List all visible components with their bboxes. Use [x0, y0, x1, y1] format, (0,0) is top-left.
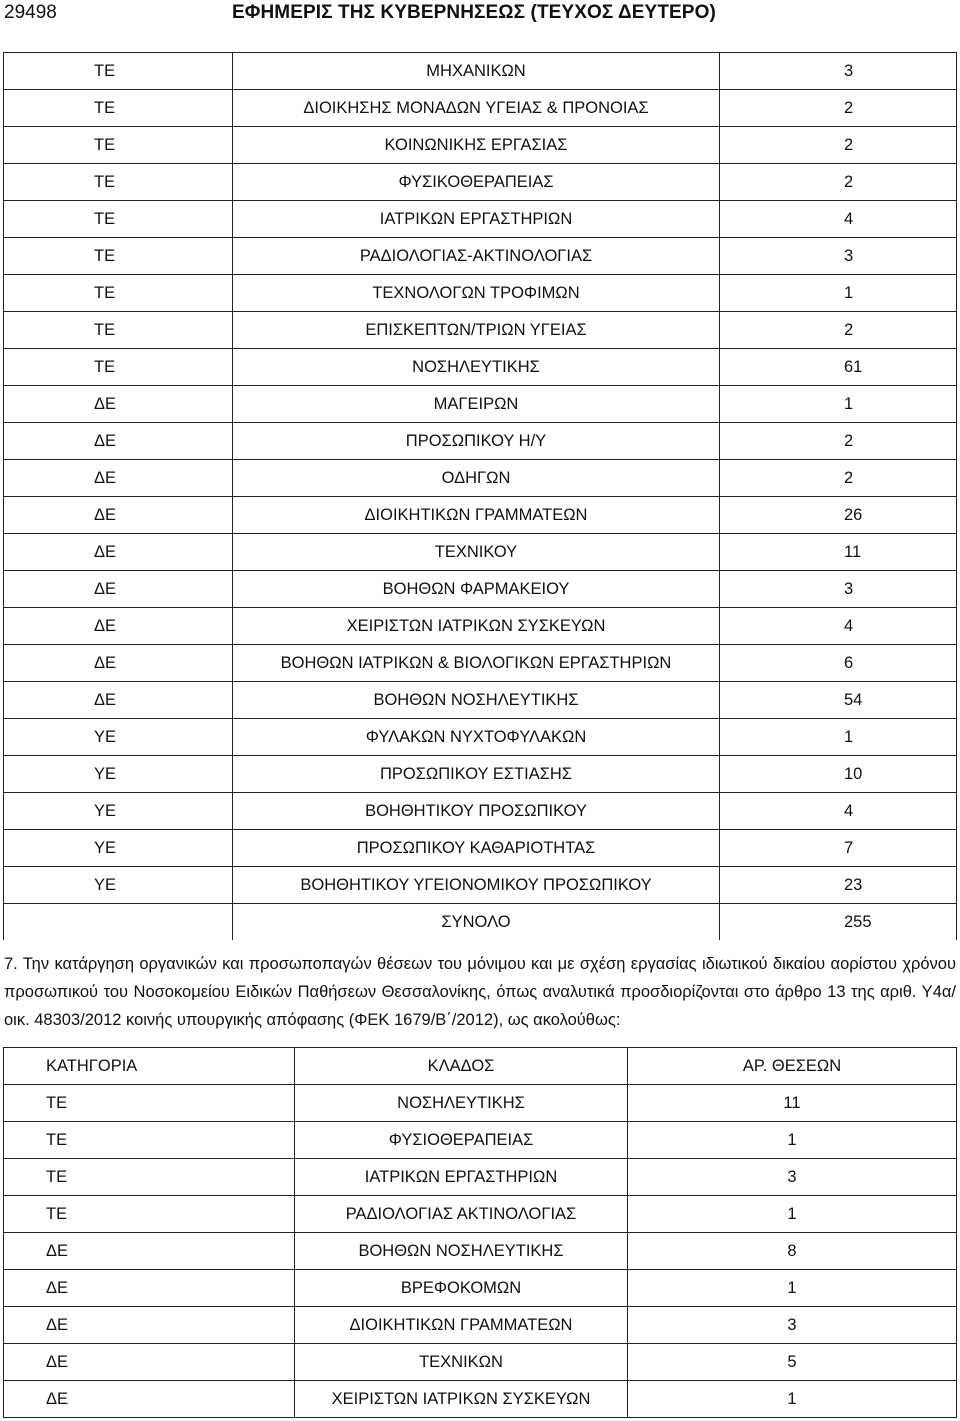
cell-category: ΤΕ [4, 127, 233, 164]
table-row [4, 1233, 957, 1270]
cell-branch: ΚΟΙΝΩΝΙΚΗΣ ΕΡΓΑΣΙΑΣ [233, 127, 720, 164]
cell-branch: ΟΔΗΓΩΝ [233, 460, 720, 497]
cell-category: ΔΕ [4, 1233, 295, 1270]
cell-category: ΔΕ [4, 1381, 295, 1418]
cell-positions: 5 [628, 1344, 957, 1381]
cell-positions: 3 [720, 53, 957, 90]
table-row [4, 1307, 957, 1344]
table-row [4, 127, 957, 164]
table-row [4, 1085, 957, 1122]
table-row [4, 1270, 957, 1307]
cell-positions: 54 [720, 682, 957, 719]
cell-positions: 4 [720, 201, 957, 238]
header-category: ΚΑΤΗΓΟΡΙΑ [4, 1048, 295, 1085]
table-row [4, 1122, 957, 1159]
cell-positions: 2 [720, 312, 957, 349]
cell-branch: ΦΥΣΙΟΘΕΡΑΠΕΙΑΣ [295, 1122, 628, 1159]
page-number: 29498 [4, 2, 57, 23]
cell-positions: 3 [720, 571, 957, 608]
page-header [0, 0, 960, 28]
positions-table-body [4, 53, 957, 941]
cell-branch: ΤΕΧΝΟΛΟΓΩΝ ΤΡΟΦΙΜΩΝ [233, 275, 720, 312]
cell-positions: 11 [628, 1085, 957, 1122]
cell-category: ΔΕ [4, 571, 233, 608]
cell-category: ΤΕ [4, 53, 233, 90]
table-row [4, 756, 957, 793]
total-row [4, 904, 957, 941]
cell-branch: ΒΟΗΘΩΝ ΙΑΤΡΙΚΩΝ & ΒΙΟΛΟΓΙΚΩΝ ΕΡΓΑΣΤΗΡΙΩΝ [233, 645, 720, 682]
table-row [4, 571, 957, 608]
cell-category: ΔΕ [4, 534, 233, 571]
cell-positions: 1 [628, 1381, 957, 1418]
cell-positions: 2 [720, 423, 957, 460]
table-row [4, 497, 957, 534]
gazette-title: ΕΦΗΜΕΡΙΣ ΤΗΣ ΚΥΒΕΡΝΗΣΕΩΣ (ΤΕΥΧΟΣ ΔΕΥΤΕΡΟ) [232, 2, 716, 23]
table-row [4, 534, 957, 571]
cell-category: ΔΕ [4, 645, 233, 682]
table-row [4, 1159, 957, 1196]
cell-branch: ΒΟΗΘΩΝ ΝΟΣΗΛΕΥΤΙΚΗΣ [295, 1233, 628, 1270]
cell-branch: ΧΕΙΡΙΣΤΩΝ ΙΑΤΡΙΚΩΝ ΣΥΣΚΕΥΩΝ [233, 608, 720, 645]
cell-category: ΔΕ [4, 682, 233, 719]
abolished-positions-table-body [4, 1085, 957, 1418]
cell-positions: 10 [720, 756, 957, 793]
cell-category: ΔΕ [4, 1270, 295, 1307]
cell-branch: ΡΑΔΙΟΛΟΓΙΑΣ-ΑΚΤΙΝΟΛΟΓΙΑΣ [233, 238, 720, 275]
cell-category: ΤΕ [4, 164, 233, 201]
table-row [4, 645, 957, 682]
cell-positions: 3 [628, 1159, 957, 1196]
cell-positions: 4 [720, 793, 957, 830]
table-row [4, 830, 957, 867]
cell-category: ΤΕ [4, 238, 233, 275]
cell-branch: ΒΟΗΘΗΤΙΚΟΥ ΠΡΟΣΩΠΙΚΟΥ [233, 793, 720, 830]
cell-positions: 1 [628, 1270, 957, 1307]
cell-positions: 1 [720, 719, 957, 756]
cell-positions: 7 [720, 830, 957, 867]
cell-branch: ΠΡΟΣΩΠΙΚΟΥ ΚΑΘΑΡΙΟΤΗΤΑΣ [233, 830, 720, 867]
table-row [4, 793, 957, 830]
cell-branch: ΦΥΛΑΚΩΝ ΝΥΧΤΟΦΥΛΑΚΩΝ [233, 719, 720, 756]
cell-positions: 1 [628, 1122, 957, 1159]
cell-positions: 2 [720, 460, 957, 497]
cell-positions: 3 [720, 238, 957, 275]
cell-category: ΔΕ [4, 497, 233, 534]
total-label: ΣΥΝΟΛΟ [233, 904, 720, 941]
cell-category: ΤΕ [4, 1159, 295, 1196]
cell-positions: 26 [720, 497, 957, 534]
cell-branch: ΕΠΙΣΚΕΠΤΩΝ/ΤΡΙΩΝ ΥΓΕΙΑΣ [233, 312, 720, 349]
cell-category: ΥΕ [4, 867, 233, 904]
cell-branch: ΦΥΣΙΚΟΘΕΡΑΠΕΙΑΣ [233, 164, 720, 201]
total-value: 255 [720, 904, 957, 941]
article-paragraph: 7. Την κατάργηση οργανικών και προσωποπαγών θέσεων του μόνιμου και με σχέση εργασίας ιδιωτικού δικαίου αορίστου χρόνου προσωπικού του Νοσοκομείου Ειδικών Παθήσεων Θεσσαλονίκης, όπως αναλυτικά προσδιορίζονται στο άρθρο 13 της αριθ. Υ4α/οικ. 48303/2012 κοινής υπουργικής απόφασης (ΦΕΚ 1679/Β΄/2012), ως ακολούθως: [4, 955, 956, 1029]
cell-positions: 6 [720, 645, 957, 682]
table-row [4, 312, 957, 349]
cell-category: ΤΕ [4, 1122, 295, 1159]
table-row [4, 53, 957, 90]
cell-branch: ΝΟΣΗΛΕΥΤΙΚΗΣ [295, 1085, 628, 1122]
table-row [4, 460, 957, 497]
table-row [4, 201, 957, 238]
cell-category: ΤΕ [4, 90, 233, 127]
header-positions: ΑΡ. ΘΕΣΕΩΝ [628, 1048, 957, 1085]
cell-positions: 3 [628, 1307, 957, 1344]
cell-category: ΤΕ [4, 349, 233, 386]
table-row [4, 608, 957, 645]
table-row [4, 1196, 957, 1233]
cell-branch: ΜΑΓΕΙΡΩΝ [233, 386, 720, 423]
cell-category: ΥΕ [4, 756, 233, 793]
cell-positions: 1 [720, 386, 957, 423]
cell-category: ΔΕ [4, 460, 233, 497]
cell-branch: ΧΕΙΡΙΣΤΩΝ ΙΑΤΡΙΚΩΝ ΣΥΣΚΕΥΩΝ [295, 1381, 628, 1418]
cell-branch: ΤΕΧΝΙΚΩΝ [295, 1344, 628, 1381]
cell-positions: 8 [628, 1233, 957, 1270]
cell-category: ΥΕ [4, 793, 233, 830]
table-row [4, 423, 957, 460]
cell-category: ΤΕ [4, 275, 233, 312]
cell-positions: 11 [720, 534, 957, 571]
cell-branch: ΒΟΗΘΗΤΙΚΟΥ ΥΓΕΙΟΝΟΜΙΚΟΥ ΠΡΟΣΩΠΙΚΟΥ [233, 867, 720, 904]
cell-category: ΤΕ [4, 1085, 295, 1122]
cell-positions: 2 [720, 127, 957, 164]
table-row [4, 90, 957, 127]
cell-branch: ΔΙΟΙΚΗΣΗΣ ΜΟΝΑΔΩΝ ΥΓΕΙΑΣ & ΠΡΟΝΟΙΑΣ [233, 90, 720, 127]
cell-category: ΔΕ [4, 1307, 295, 1344]
cell-category: ΔΕ [4, 386, 233, 423]
cell-branch: ΔΙΟΙΚΗΤΙΚΩΝ ΓΡΑΜΜΑΤΕΩΝ [295, 1307, 628, 1344]
cell-positions: 61 [720, 349, 957, 386]
cell-branch: ΙΑΤΡΙΚΩΝ ΕΡΓΑΣΤΗΡΙΩΝ [295, 1159, 628, 1196]
table-header-row [4, 1048, 957, 1085]
header-branch: ΚΛΑΔΟΣ [295, 1048, 628, 1085]
cell-branch: ΤΕΧΝΙΚΟΥ [233, 534, 720, 571]
cell-category: ΔΕ [4, 608, 233, 645]
abolished-positions-table [3, 1047, 957, 1418]
cell-category: ΤΕ [4, 201, 233, 238]
cell-category: ΥΕ [4, 719, 233, 756]
cell-branch: ΒΟΗΘΩΝ ΝΟΣΗΛΕΥΤΙΚΗΣ [233, 682, 720, 719]
cell-positions: 2 [720, 164, 957, 201]
cell-category: ΤΕ [4, 1196, 295, 1233]
cell-branch: ΒΡΕΦΟΚΟΜΩΝ [295, 1270, 628, 1307]
table-row [4, 867, 957, 904]
cell-category: ΔΕ [4, 423, 233, 460]
cell-category: ΤΕ [4, 312, 233, 349]
table-row [4, 719, 957, 756]
cell-positions: 23 [720, 867, 957, 904]
cell-branch: ΔΙΟΙΚΗΤΙΚΩΝ ΓΡΑΜΜΑΤΕΩΝ [233, 497, 720, 534]
table-row [4, 386, 957, 423]
cell-category: ΥΕ [4, 830, 233, 867]
cell-branch: ΡΑΔΙΟΛΟΓΙΑΣ ΑΚΤΙΝΟΛΟΓΙΑΣ [295, 1196, 628, 1233]
cell-branch: ΠΡΟΣΩΠΙΚΟΥ Η/Υ [233, 423, 720, 460]
total-empty-cell [4, 904, 233, 941]
cell-branch: ΜΗΧΑΝΙΚΩΝ [233, 53, 720, 90]
table-row [4, 1381, 957, 1418]
cell-branch: ΙΑΤΡΙΚΩΝ ΕΡΓΑΣΤΗΡΙΩΝ [233, 201, 720, 238]
table-row [4, 1344, 957, 1381]
table-row [4, 349, 957, 386]
cell-positions: 1 [720, 275, 957, 312]
table-row [4, 238, 957, 275]
cell-branch: ΠΡΟΣΩΠΙΚΟΥ ΕΣΤΙΑΣΗΣ [233, 756, 720, 793]
cell-branch: ΒΟΗΘΩΝ ΦΑΡΜΑΚΕΙΟΥ [233, 571, 720, 608]
cell-positions: 1 [628, 1196, 957, 1233]
table-row [4, 164, 957, 201]
table-row [4, 682, 957, 719]
table-row [4, 275, 957, 312]
positions-table [3, 52, 957, 940]
cell-positions: 2 [720, 90, 957, 127]
cell-category: ΔΕ [4, 1344, 295, 1381]
cell-positions: 4 [720, 608, 957, 645]
cell-branch: ΝΟΣΗΛΕΥΤΙΚΗΣ [233, 349, 720, 386]
